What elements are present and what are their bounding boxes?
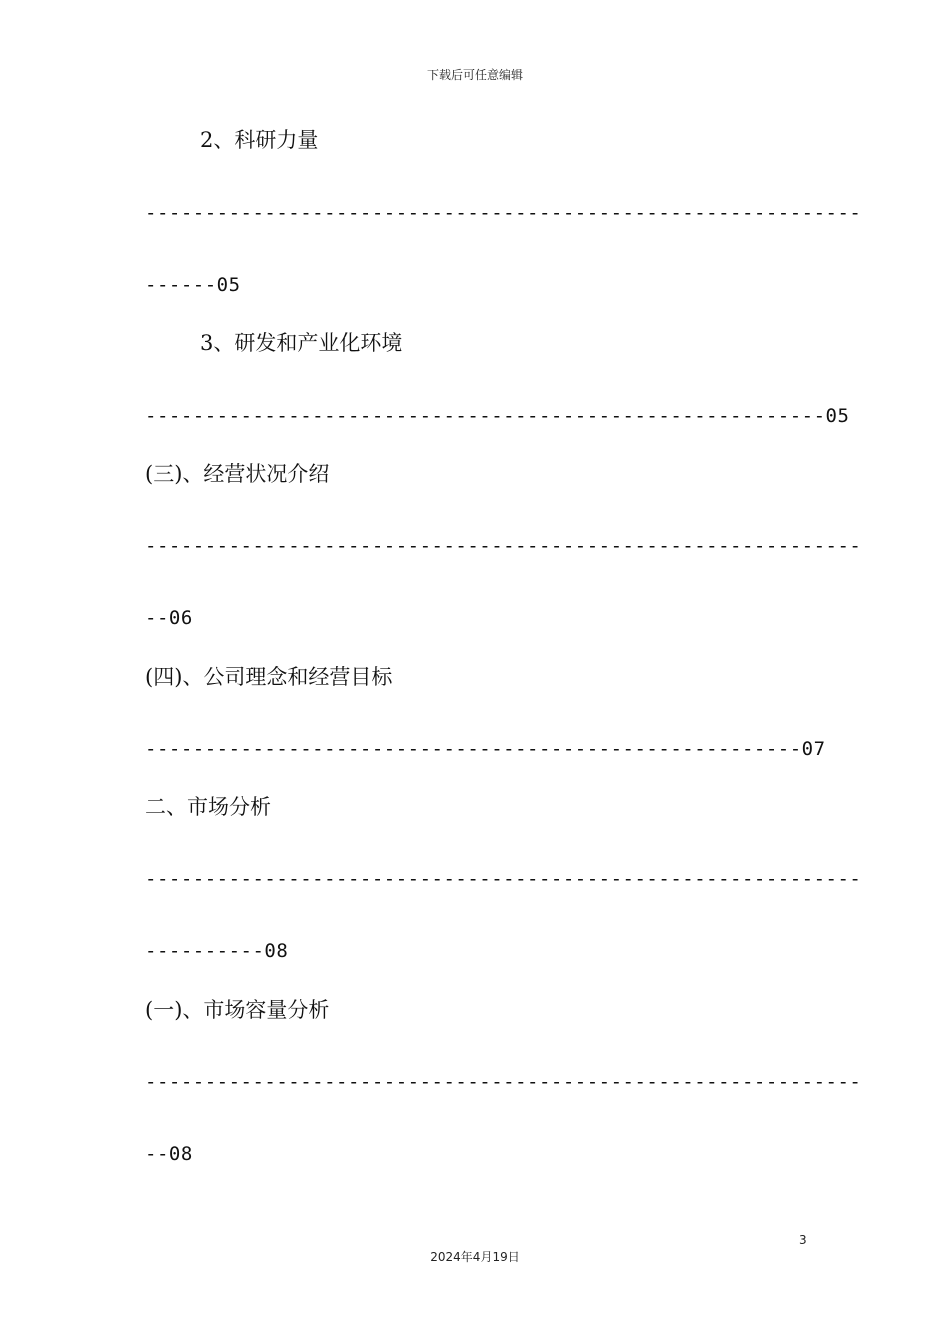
- toc-leader-line: -------------------------------------------------------07: [145, 738, 826, 760]
- toc-entry-operations: (三)、经营状况介绍: [145, 462, 330, 486]
- toc-leader-line: ------------------------------------------------------------: [145, 1071, 862, 1093]
- toc-leader-line: ------------------------------------------------------------: [145, 535, 862, 557]
- toc-entry-research-strength: 2、科研力量: [200, 128, 319, 152]
- toc-entry-rd-environment: 3、研发和产业化环境: [200, 331, 403, 355]
- toc-page-ref: ----------08: [145, 940, 289, 962]
- toc-entry-market-capacity: (一)、市场容量分析: [145, 998, 330, 1022]
- toc-leader-line: ------------------------------------------------------------: [145, 202, 862, 224]
- page-header: 下载后可任意编辑: [426, 68, 523, 82]
- toc-page-ref: --08: [145, 1143, 193, 1165]
- page-number: 3: [799, 1233, 807, 1247]
- toc-entry-market-analysis: 二、市场分析: [145, 795, 271, 819]
- toc-page-ref: --06: [145, 607, 193, 629]
- toc-leader-line: ------------------------------------------------------------: [145, 868, 862, 890]
- toc-entry-philosophy-goals: (四)、公司理念和经营目标: [145, 665, 393, 689]
- toc-page-ref: ------05: [145, 274, 241, 296]
- toc-leader-line: ---------------------------------------------------------05: [145, 405, 850, 427]
- page-footer-date: 2024年4月19日: [430, 1250, 520, 1264]
